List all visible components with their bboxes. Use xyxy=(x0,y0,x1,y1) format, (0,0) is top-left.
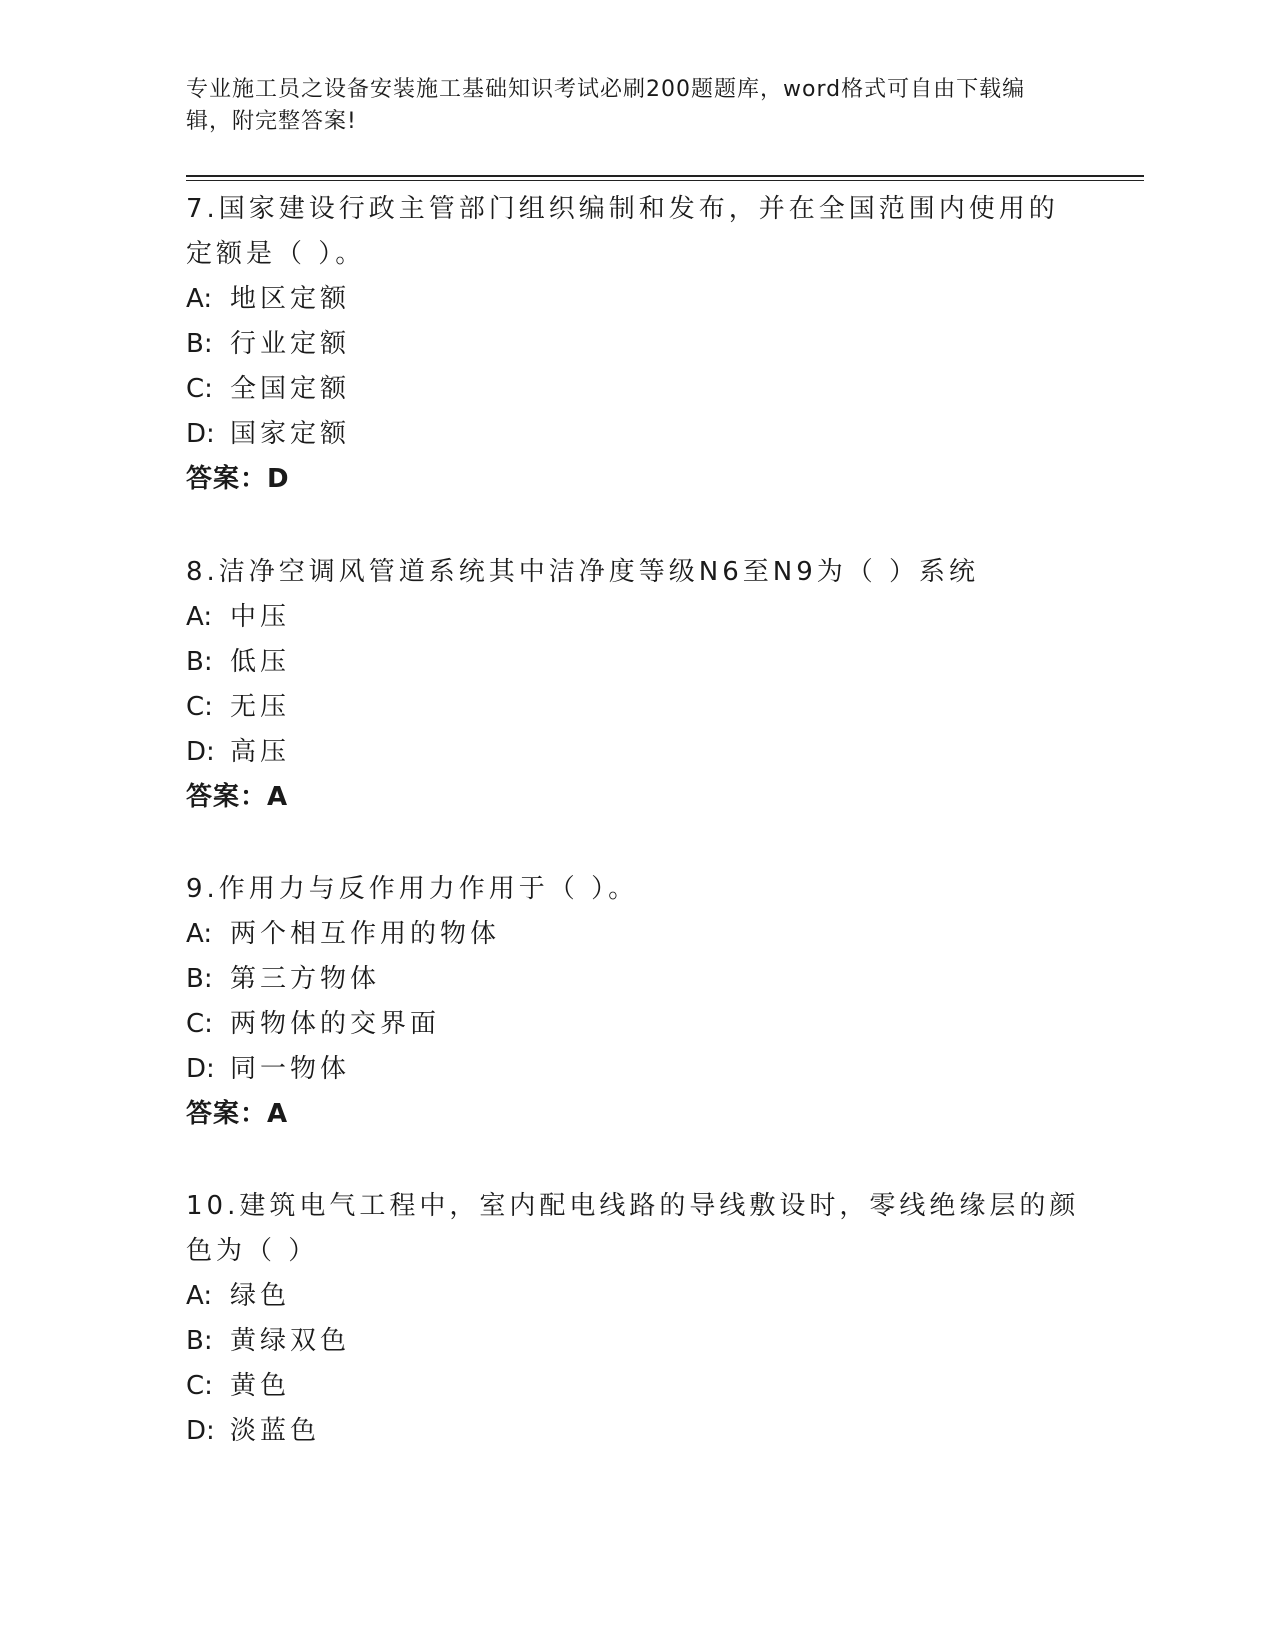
option-b xyxy=(186,322,1086,367)
option-text: 行业定额 xyxy=(230,329,351,359)
option-letter: D: xyxy=(186,419,215,449)
option-text: 国家定额 xyxy=(230,419,351,449)
option-letter: B: xyxy=(186,964,213,994)
option-letter: B: xyxy=(186,329,213,359)
option-text: 淡蓝色 xyxy=(230,1416,321,1446)
option-letter: C: xyxy=(186,1371,213,1401)
option-text: 无压 xyxy=(230,692,291,722)
option-a xyxy=(186,1274,1086,1319)
option-text: 两个相互作用的物体 xyxy=(230,919,501,949)
question-stem: 8.洁净空调风管道系统其中洁净度等级N6至N9为（ ）系统 xyxy=(186,557,980,587)
option-letter: A: xyxy=(186,1281,213,1311)
option-letter: B: xyxy=(186,647,213,677)
option-letter: A: xyxy=(186,919,213,949)
option-c xyxy=(186,367,1086,412)
option-text: 全国定额 xyxy=(230,374,351,404)
header-divider xyxy=(186,175,1144,177)
option-a xyxy=(186,277,1086,322)
option-letter: D: xyxy=(186,737,215,767)
option-text: 第三方物体 xyxy=(230,964,381,994)
question-stem: 7.国家建设行政主管部门组织编制和发布，并在全国范围内使用的定额是（ ）。 xyxy=(186,194,1059,269)
option-a xyxy=(186,912,1086,957)
option-letter: A: xyxy=(186,284,213,314)
option-text: 黄绿双色 xyxy=(230,1326,351,1356)
question-10 xyxy=(186,1184,1086,1454)
answer: 答案：D xyxy=(186,464,290,494)
option-a xyxy=(186,595,1086,640)
option-c xyxy=(186,1002,1086,1047)
question-9 xyxy=(186,867,1086,1137)
option-text: 高压 xyxy=(230,737,291,767)
header-divider-thin xyxy=(186,180,1144,181)
answer: 答案：A xyxy=(186,782,289,812)
option-letter: C: xyxy=(186,692,213,722)
option-text: 黄色 xyxy=(230,1371,291,1401)
option-d xyxy=(186,1409,1086,1454)
option-text: 两物体的交界面 xyxy=(230,1009,441,1039)
option-b xyxy=(186,957,1086,1002)
answer: 答案：A xyxy=(186,1099,289,1129)
option-b xyxy=(186,640,1086,685)
option-text: 绿色 xyxy=(230,1281,291,1311)
question-7 xyxy=(186,187,1086,502)
option-text: 地区定额 xyxy=(230,284,351,314)
option-letter: B: xyxy=(186,1326,213,1356)
option-d xyxy=(186,1047,1086,1092)
option-d xyxy=(186,412,1086,457)
option-text: 中压 xyxy=(230,602,291,632)
question-stem: 10.建筑电气工程中，室内配电线路的导线敷设时，零线绝缘层的颜色为（ ） xyxy=(186,1191,1080,1266)
option-letter: D: xyxy=(186,1416,215,1446)
option-d xyxy=(186,730,1086,775)
document-header: 专业施工员之设备安装施工基础知识考试必刷200题题库，word格式可自由下载编辑，附完整答案! xyxy=(186,77,1026,134)
question-8 xyxy=(186,550,1086,820)
option-letter: C: xyxy=(186,374,213,404)
option-letter: C: xyxy=(186,1009,213,1039)
option-letter: D: xyxy=(186,1054,215,1084)
question-stem: 9.作用力与反作用力作用于（ ）。 xyxy=(186,874,639,904)
option-text: 同一物体 xyxy=(230,1054,351,1084)
option-c xyxy=(186,1364,1086,1409)
option-c xyxy=(186,685,1086,730)
option-b xyxy=(186,1319,1086,1364)
option-text: 低压 xyxy=(230,647,291,677)
option-letter: A: xyxy=(186,602,213,632)
